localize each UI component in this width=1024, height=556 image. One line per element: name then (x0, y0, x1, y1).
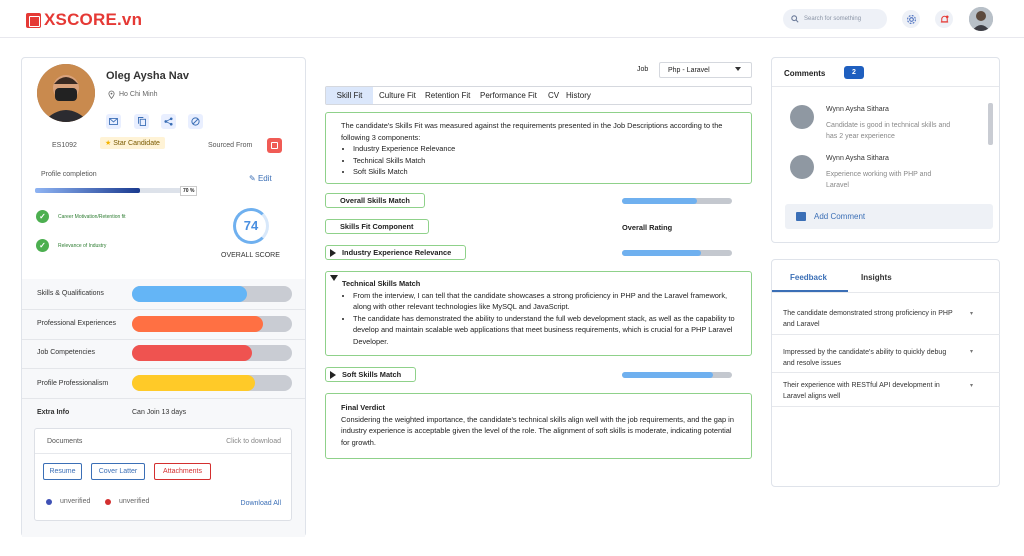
comments-count-badge: 2 (844, 66, 864, 79)
component-item: • Industry Experience Relevance (353, 143, 736, 155)
caret-right-icon (330, 371, 336, 379)
commenter-avatar (790, 105, 814, 129)
search-placeholder: Search for something (804, 16, 862, 22)
tab-performance-fit[interactable]: Performance Fit (480, 91, 537, 100)
tab-insights[interactable]: Insights (861, 273, 892, 282)
divider (22, 309, 305, 310)
bar-fill (622, 250, 701, 256)
comments-title: Comments (784, 69, 826, 78)
divider (772, 292, 1000, 293)
documents-title: Documents (47, 438, 83, 445)
block-icon[interactable] (188, 114, 203, 129)
divider (22, 339, 305, 340)
job-selected-value: Php - Laravel (668, 66, 710, 74)
soft-skills-toggle[interactable] (325, 367, 416, 382)
tab-cv[interactable]: CV (548, 91, 560, 100)
skill-label: Skills & Qualifications (37, 290, 104, 297)
skill-bar (132, 286, 292, 302)
skill-label: Profile Professionalism (37, 380, 109, 387)
source-logo-icon (267, 138, 282, 153)
skills-panel (22, 279, 305, 537)
intro-text: The candidate's Skills Fit was measured against the requirements presented in the Job Descriptions according to the following 3 components: (341, 121, 723, 142)
overall-rating-label: Overall Rating (622, 223, 673, 232)
industry-label: Industry Experience Relevance (342, 248, 452, 257)
caret-right-icon (330, 249, 336, 257)
candidate-location (108, 90, 158, 99)
tab-retention-fit[interactable]: Retention Fit (425, 91, 471, 100)
industry-experience-toggle[interactable] (325, 245, 466, 260)
comment-text: Candidate is good in technical skills and has 2 year experience (826, 122, 951, 140)
bar-fill (622, 198, 697, 204)
commenter-avatar (790, 155, 814, 179)
tab-feedback[interactable]: Feedback (790, 273, 827, 282)
candidate-card (21, 57, 306, 537)
location-text: Ho Chi Minh (119, 91, 158, 98)
share-icon[interactable] (161, 114, 176, 129)
copy-icon[interactable] (134, 114, 149, 129)
overall-score-label: OVERALL SCORE (221, 252, 280, 259)
components-list (341, 143, 736, 178)
feedback-item[interactable]: Impressed by the candidate's ability to quickly debug and resolve issues (783, 349, 947, 367)
soft-label: Soft Skills Match (342, 370, 402, 379)
add-comment-button[interactable] (785, 204, 993, 229)
attachments-button[interactable]: Attachments (154, 463, 211, 480)
extra-info-value: Can Join 13 days (132, 409, 187, 416)
cover-letter-button[interactable]: Cover Latter (91, 463, 145, 480)
final-verdict-panel (325, 393, 752, 459)
extra-info-label: Extra Info (37, 409, 70, 416)
profile-completion-fill (35, 188, 140, 193)
legend-label: unverified (119, 498, 150, 505)
tab-culture-fit[interactable]: Culture Fit (379, 91, 416, 100)
divider (35, 453, 291, 454)
caret-down-icon (735, 67, 741, 71)
profile-completion-percent: 70 % (180, 186, 197, 196)
overall-skills-match-bar (622, 198, 732, 204)
skill-bar (132, 375, 292, 391)
job-select[interactable] (659, 62, 752, 78)
brand-logo[interactable] (26, 10, 142, 30)
badge-label: Star Candidate (113, 140, 160, 147)
check-item-career: Career Motivation/Retention fit (58, 214, 126, 220)
skill-fit-intro (325, 112, 752, 184)
skill-bar-fill (132, 375, 255, 391)
tab-bar (325, 86, 752, 105)
comment-author: Wynn Aysha Sithara (826, 155, 889, 162)
skill-bar-fill (132, 316, 263, 332)
profile-completion-label: Profile completion (41, 171, 97, 178)
tab-history[interactable]: History (566, 91, 591, 100)
check-icon: ✓ (36, 239, 49, 252)
component-item: • Soft Skills Match (353, 166, 736, 178)
bar-fill (622, 372, 713, 378)
comments-card (771, 57, 1000, 243)
feedback-item[interactable]: Their experience with RESTful API development in Laravel aligns well (783, 382, 940, 400)
overall-score-value: 74 (243, 218, 259, 233)
email-icon[interactable] (106, 114, 121, 129)
technical-label: Technical Skills Match (342, 279, 421, 288)
technical-point: • The candidate has demonstrated the ability to understand the full web development stack, as well as the capability to develop and maintain scalable web applications that meet business requirements, which is crucial for a PHP Laravel Developer. (353, 313, 736, 348)
feedback-item[interactable]: The candidate demonstrated strong proficiency in PHP and Laravel (783, 310, 953, 328)
documents-section (34, 428, 292, 521)
chevron-down-icon[interactable]: ▾ (970, 349, 974, 355)
technical-skills-panel (325, 271, 752, 356)
download-all-link[interactable]: Download All (240, 500, 281, 507)
skill-bar (132, 345, 292, 361)
notification-bell-icon[interactable] (935, 10, 953, 28)
star-icon: ★ (105, 140, 112, 147)
top-header (0, 0, 1024, 38)
verified-legend-dot-blue (46, 499, 52, 505)
pencil-icon: ✎ (249, 174, 256, 183)
search-icon (791, 15, 799, 23)
tab-skill-fit[interactable]: Skill Fit (326, 87, 373, 104)
skill-label: Professional Experiences (37, 320, 116, 327)
comments-scrollbar[interactable] (988, 103, 993, 145)
divider (772, 334, 1000, 335)
user-avatar[interactable] (969, 7, 993, 31)
candidate-name: Oleg Aysha Nav (106, 70, 189, 82)
comment-author: Wynn Aysha Sithara (826, 106, 889, 113)
divider (772, 86, 999, 87)
settings-icon[interactable] (902, 10, 920, 28)
skill-bar-fill (132, 286, 247, 302)
location-pin-icon (108, 90, 115, 99)
edit-profile-link[interactable] (249, 174, 272, 183)
profile-completion-bar (35, 188, 185, 193)
verdict-text: Considering the weighted importance, the candidate's technical skills align well with the job requirements, and the gap in industry experience is acceptable given the level of the role. The alignment of soft skills is moderate, indicating potential for growth. (341, 414, 734, 447)
technical-points (341, 290, 736, 348)
check-item-industry: Relevance of Industry (58, 243, 107, 249)
component-item: • Technical Skills Match (353, 155, 736, 167)
logo-icon (26, 13, 41, 28)
candidate-photo (37, 64, 95, 122)
download-hint: Click to download (226, 438, 281, 445)
skills-fit-component-label: Skills Fit Component (325, 219, 429, 234)
legend-label: unverified (60, 498, 91, 505)
job-label: Job (637, 66, 649, 73)
divider (772, 406, 1000, 407)
verdict-title: Final Verdict (341, 403, 385, 412)
candidate-id: ES1092 (52, 142, 77, 149)
divider (772, 372, 1000, 373)
comment-icon (796, 212, 806, 221)
feedback-card (771, 259, 1000, 487)
technical-point: • From the interview, I can tell that the candidate showcases a strong proficiency in PHP and the Laravel framework, along with other relevant technologies like MySQL and JavaScript. (353, 290, 736, 313)
skill-bar (132, 316, 292, 332)
verified-legend-dot-red (105, 499, 111, 505)
skill-bar-fill (132, 345, 252, 361)
chevron-down-icon[interactable]: ▾ (970, 311, 974, 317)
divider (22, 368, 305, 369)
edit-label: Edit (257, 174, 272, 183)
comment-text: Experience working with PHP and Laravel (826, 171, 932, 189)
divider (22, 398, 305, 399)
search-input[interactable] (783, 9, 887, 29)
check-icon: ✓ (36, 210, 49, 223)
soft-skills-bar (622, 372, 732, 378)
overall-skills-match-label: Overall Skills Match (325, 193, 425, 208)
brand-name: XSCORE.vn (44, 10, 143, 29)
chevron-down-icon[interactable]: ▾ (970, 383, 974, 389)
industry-bar (622, 250, 732, 256)
star-candidate-badge (100, 137, 165, 149)
add-comment-label: Add Comment (814, 212, 866, 221)
sourced-from-label: Sourced From (208, 142, 253, 149)
caret-down-icon[interactable] (330, 275, 338, 281)
skill-label: Job Competencies (37, 349, 95, 356)
resume-button[interactable]: Resume (43, 463, 82, 480)
